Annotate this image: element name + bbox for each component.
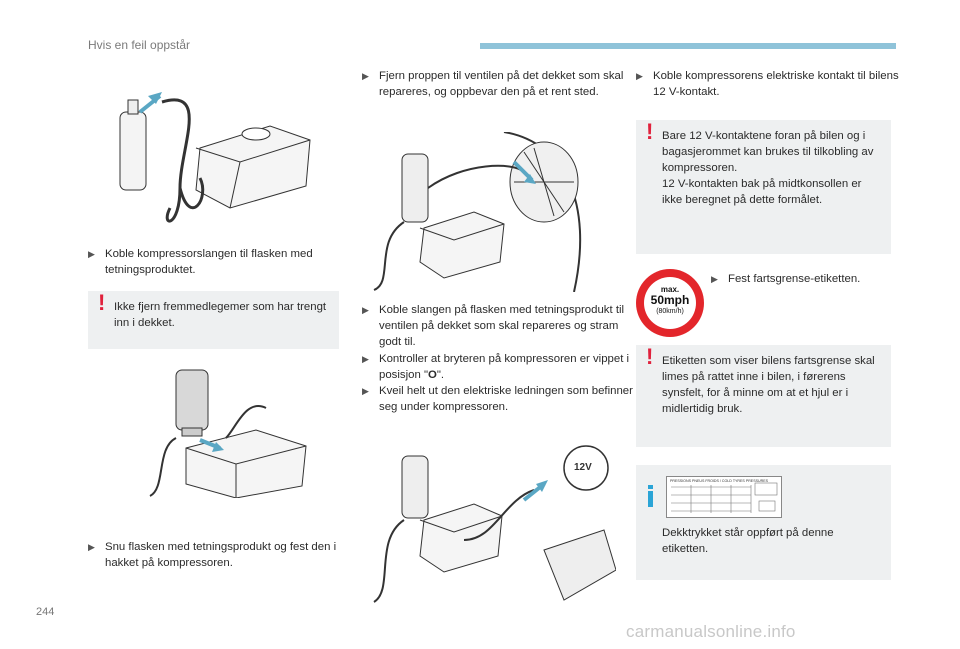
warning-box-12v-sockets [636, 120, 891, 254]
step-connect-12v [636, 68, 909, 100]
compressor-12v-plug-illustration [364, 440, 616, 604]
compressor-hose-to-bottle-illustration [100, 78, 330, 236]
step-connect-hose [88, 246, 351, 278]
warning-text-a: Bare 12 V-kontaktene foran på bilen og i bagasjerommet kan brukes til tilkobling av kompressoren. [662, 130, 874, 174]
header-accent-bar [480, 43, 896, 49]
step-text: Fjern proppen til ventilen på det dekket som skal repareres, og oppbevar den på et rent sted. [379, 70, 624, 98]
step-bullet-icon: ▶ [362, 305, 369, 315]
info-icon [648, 485, 653, 507]
warning-text [662, 128, 881, 208]
step-bullet-icon: ▶ [88, 249, 95, 259]
watermark: carmanualsonline.info [626, 622, 796, 641]
step-bullet-icon: ▶ [88, 542, 95, 552]
step-text: Kveil helt ut den elektriske ledningen som befinner seg under kompressoren. [379, 385, 633, 413]
warning-icon: ! [646, 119, 654, 144]
switch-position-symbol: O [428, 369, 437, 381]
hose-to-tyre-valve-illustration [364, 132, 616, 292]
step-text-end: ". [436, 369, 445, 381]
step-text: Koble kompressorslangen til flasken med tetningsproduktet. [105, 248, 313, 276]
warning-text: Ikke fjern fremmedlegemer som har trengt inn i dekket. [114, 301, 327, 329]
page-number: 244 [36, 606, 55, 618]
step-text: Snu flasken med tetningsprodukt og fest den i hakket på kompressoren. [105, 541, 337, 569]
step-check-switch [362, 351, 635, 383]
warning-box-speed-label [636, 345, 891, 447]
step-text: Koble kompressorens elektriske kontakt til bilens 12 V-kontakt. [653, 70, 899, 98]
step-text: Kontroller at bryteren på kompressoren er vippet i posisjon " [379, 353, 630, 381]
step-text: Fest fartsgrense-etiketten. [728, 273, 861, 285]
step-text: Koble slangen på flasken med tetningsprodukt til ventilen på dekket som skal repareres og stram godt til. [379, 304, 625, 348]
plug-12v-label: 12V [574, 462, 592, 473]
step-uncoil-cable [362, 383, 635, 415]
step-bullet-icon: ▶ [362, 386, 369, 396]
speed-limit-sign-inner [644, 277, 696, 329]
warning-icon: ! [646, 344, 654, 369]
bottle-on-compressor-illustration [146, 368, 316, 498]
step-bullet-icon: ▶ [362, 354, 369, 364]
section-title: Hvis en feil oppstår [88, 38, 191, 52]
warning-box-foreign-objects [88, 291, 339, 349]
sign-speed-text: 50mph [650, 293, 690, 307]
warning-icon: ! [98, 290, 106, 315]
step-bullet-icon: ▶ [362, 71, 369, 81]
warning-text: Etiketten som viser bilens fartsgrense skal limes på rattet inne i bilen, i førerens synsfelt, for å minne om at et hjul er i midlertidig bruk. [662, 355, 875, 415]
info-text: Dekktrykket står oppført på denne etiketten. [662, 527, 834, 555]
step-connect-to-valve [362, 302, 635, 350]
sign-max-text: max. [660, 285, 680, 294]
step-turn-bottle [88, 539, 351, 571]
step-bullet-icon: ▶ [636, 71, 643, 81]
tyre-pressure-label-image [666, 476, 782, 518]
speed-limit-sign [636, 269, 704, 337]
step-bullet-icon: ▶ [711, 274, 718, 284]
warning-text-b: 12 V-kontakten bak på midtkonsollen er ikke beregnet på dette formålet. [662, 178, 862, 206]
tyre-label-heading: PRESSIONS PNEUS FROIDS / COLD TYRES PRESSURES [670, 479, 768, 483]
step-remove-valve-cap [362, 68, 635, 100]
step-attach-speed-label [711, 271, 908, 287]
sign-kmh-text: (80km/h) [656, 308, 684, 315]
